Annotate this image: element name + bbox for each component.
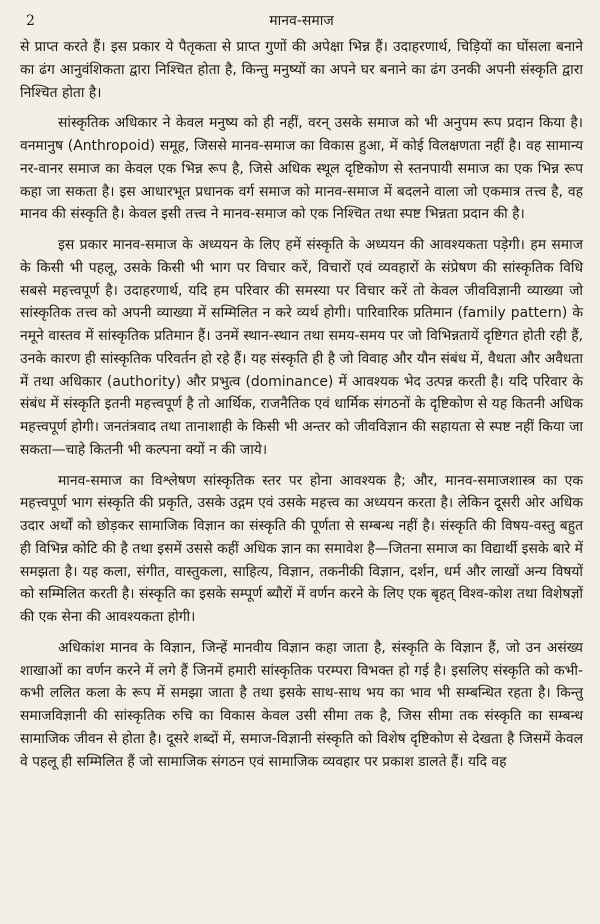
- page-number: 2: [26, 13, 35, 29]
- page-header: [20, 0, 583, 32]
- page-body: [20, 36, 583, 773]
- paragraph: इस प्रकार मानव-समाज के अध्ययन के लिए हमें संस्कृति के अध्ययन की आवश्यकता पड़ेगी। हम समाज के किसी भी पहलू, उसके किसी भी भाग पर विचार करें, विचारों एवं व्यवहारों के संप्रेषण की सांस्कृतिक विधि सबसे महत्त्वपूर्ण है। उदाहरणार्थ, यदि हम परिवार की समस्या पर विचार करें तो केवल जीवविज्ञानी व्याख्या जो सांस्कृतिक तत्त्व को अपनी व्याख्या में सम्मिलित न करे व्यर्थ होगी। पारिवारिक प्रतिमान (family pattern) के नमूने वास्तव में सांस्कृतिक प्रतिमान हैं। उनमें स्थान-स्थान तथा समय-समय पर जो विभिन्नतायें दृष्टिगत होती रही हैं, उनके कारण ही सांस्कृतिक परिवर्तन हो रहे हैं। यह संस्कृति ही है जो विवाह और यौन संबंध में, वैधता और अवैधता में तथा अधिकार (authority) और प्रभुत्व (dominance) में आवश्यक भेद उत्पन्न करती है। यदि परिवार के संबंध में संस्कृति इतनी महत्त्वपूर्ण है तो आर्थिक, राजनैतिक एवं धार्मिक संगठनों के दृष्टिकोण से यह कितनी अधिक महत्त्वपूर्ण होगी। जनतंत्रवाद तथा तानाशाही के किसी भी अन्तर को जीवविज्ञान की सहायता से स्पष्ट नहीं किया जा सकता—चाहे कितनी भी कल्पना क्यों न की जाये।: [20, 237, 583, 458]
- paragraph: मानव-समाज का विश्लेषण सांस्कृतिक स्तर पर होना आवश्यक है; और, मानव-समाजशास्त्र का एक महत्त्वपूर्ण भाग संस्कृति की प्रकृति, उसके उद्गम एवं उसके महत्त्व का अध्ययन करता है। लेकिन दूसरी ओर अधिक उदार अर्थों को छोड़कर सामाजिक विज्ञान का संस्कृति की पूर्णता से सम्बन्ध नहीं है। संस्कृति की विषय-वस्तु बहुत ही विभिन्न कोटि की है तथा इसमें उससे कहीं अधिक ज्ञान का समावेश है—जितना समाज का विद्यार्थी इसके बारे में समझता है। यह कला, संगीत, वास्तुकला, साहित्य, विज्ञान, तकनीकी विज्ञान, दर्शन, धर्म और लाखों अन्य विषयों को सम्मिलित करती है। संस्कृति का इसके सम्पूर्ण ब्यौरों में वर्णन करने के लिए एक बृहत् विश्व-कोश तथा विशेषज्ञों की एक सेना की आवश्यकता होगी।: [20, 472, 583, 625]
- paragraph-continued: से प्राप्त करते हैं। इस प्रकार ये पैतृकता से प्राप्त गुणों की अपेक्षा भिन्न हैं। उदाहरणार्थ, चिड़ियों का घोंसला बनाने का ढंग आनुवंशिकता द्वारा निश्चित होता है, किन्तु मनुष्यों का अपने घर बनाने का ढंग उनकी अपनी संस्कृति द्वारा निश्चित होता है।: [20, 39, 583, 101]
- paragraph: सांस्कृतिक अधिकार ने केवल मनुष्य को ही नहीं, वरन् उसके समाज को भी अनुपम रूप प्रदान किया है। वनमानुष (Anthropoid) समूह, जिससे मानव-समाज का विकास हुआ, में कोई विलक्षणता नहीं है। वह सामान्य नर-वानर समाज का केवल एक भिन्न रूप है, जिसे अधिक स्थूल दृष्टिकोण से स्तनपायी समाज का एक भिन्न रूप कहा जा सकता है। इस आधारभूत प्रधानक वर्ग समाज को मानव-समाज में बदलने वाला जो एकमात्र तत्त्व है, वह मानव की संस्कृति है। केवल इसी तत्त्व ने मानव-समाज को एक निश्चित तथा स्पष्ट भिन्नता प्रदान की है।: [20, 115, 583, 223]
- running-title: मानव-समाज: [269, 13, 334, 29]
- paragraph: अधिकांश मानव के विज्ञान, जिन्हें मानवीय विज्ञान कहा जाता है, संस्कृति के विज्ञान हैं, जो उन असंख्य शाखाओं का वर्णन करने में लगे हैं जिनमें हमारी सांस्कृतिक परम्परा विभक्त हो गई है। इसलिए संस्कृति को कभी-कभी ललित कला के रूप में समझा जाता है तथा इसके साथ-साथ भय का भाव भी सम्बन्धित रहता है। किन्तु समाजविज्ञानी की सांस्कृतिक रुचि का विकास केवल उसी सीमा तक है, जिस सीमा तक संस्कृति का सम्बन्ध सामाजिक जीवन से होता है। दूसरे शब्दों में, समाज-विज्ञानी संस्कृति को विशेष दृष्टिकोण से देखता है जिसमें केवल वे पहलू ही सम्मिलित हैं जो सामाजिक संगठन एवं सामाजिक व्यवहार पर प्रकाश डालते हैं। यदि वह: [20, 639, 583, 770]
